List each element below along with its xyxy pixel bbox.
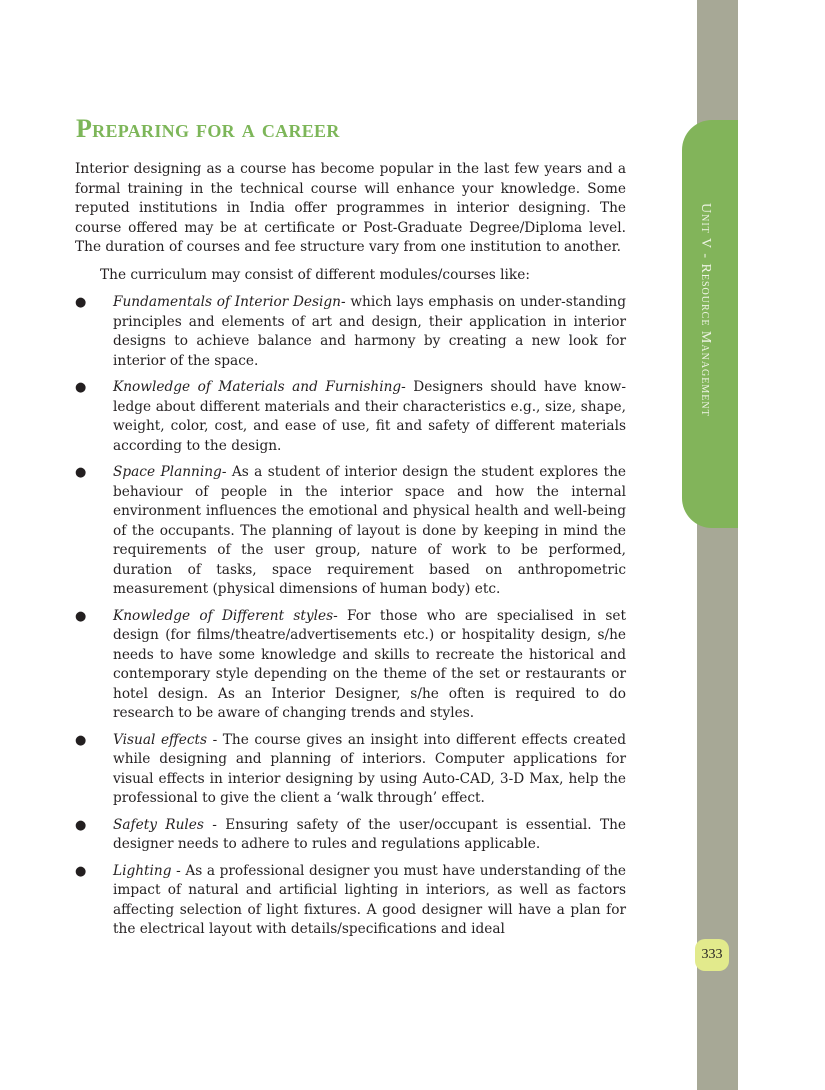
module-description: - Designers should have know-ledge about different materials and their characteristics e.g., size, shape, weight, color, cost, and ease of use, fit and safety of different materials according to the design. bbox=[113, 379, 626, 454]
bullet-icon: ● bbox=[75, 863, 87, 879]
body-text bbox=[75, 160, 626, 947]
curriculum-intro: The curriculum may consist of different modules/courses like: bbox=[100, 266, 530, 283]
module-term: Fundamentals of Interior Design- bbox=[113, 294, 346, 310]
module-term: Visual effects bbox=[113, 731, 208, 748]
module-description: - The course gives an insight into different effects created while designing and planning of interiors. Computer applications for visual effects in interior designing by using Auto-CAD, 3-D Max, help the professional to give the client a ‘walk through’ effect. bbox=[113, 731, 626, 806]
module-item bbox=[75, 293, 626, 371]
module-term: Safety Rules bbox=[113, 816, 204, 833]
bullet-icon: ● bbox=[75, 380, 87, 395]
module-item bbox=[75, 607, 626, 724]
bullet-icon: ● bbox=[75, 295, 87, 310]
module-list bbox=[75, 293, 626, 940]
module-term: Lighting bbox=[113, 862, 172, 879]
module-description: - For those who are specialised in set design (for films/theatre/advertisements etc.) or hospitality design, s/he needs to have some knowledge and skills to recreate the historical and contemporary style depending on the theme of the set or restaurants or hotel design. As an Interior Designer, s/he often is required to do research to be aware of changing trends and styles. bbox=[113, 607, 627, 721]
module-item bbox=[75, 731, 626, 809]
module-item bbox=[75, 378, 626, 456]
section-title: Preparing for a career bbox=[76, 114, 340, 143]
module-item bbox=[75, 862, 626, 940]
unit-label: Unit V - Resource Management bbox=[698, 203, 713, 417]
bullet-icon: ● bbox=[75, 817, 87, 833]
module-description: - As a professional designer you must have understanding of the impact of natural and artificial lighting in interiors, as well as factors affecting selection of light fixtures. A good designer will have a plan for the electrical layout with details/specifications and ideal bbox=[113, 862, 626, 937]
module-term: Space Planning bbox=[113, 464, 222, 480]
module-description: which lays emphasis on under-standing principles and elements of art and design, their application in interior designs to achieve balance and harmony by creating a new look for interior of the space. bbox=[113, 294, 626, 369]
bullet-icon: ● bbox=[75, 465, 87, 480]
bullet-icon: ● bbox=[75, 732, 87, 748]
module-description: - Ensuring safety of the user/occupant is essential. The designer needs to adhere to rules and regulations applicable. bbox=[113, 816, 626, 852]
module-term: Knowledge of Materials and Furnishing bbox=[113, 379, 402, 395]
module-description: - As a student of interior design the student explores the behaviour of people in the interior space and how the internal environment influences the emotional and physical health and well-being of the occupants. The planning of layout is done by keeping in mind the requirements of the user group, nature of work to be performed, duration of tasks, space requirement based on anthropometric measurement (physical dimensions of human body) etc. bbox=[113, 464, 626, 597]
page-number: 333 bbox=[695, 939, 729, 971]
intro-paragraph: Interior designing as a course has become popular in the last few years and a formal training in the technical course will enhance your knowledge. Some reputed institutions in India offer programmes in interior designing. The course offered may be at certificate or Post-Graduate Degree/Diploma level. The duration of courses and fee structure vary from one institution to another. bbox=[75, 161, 626, 255]
module-term: Knowledge of Different styles bbox=[113, 607, 334, 624]
bullet-icon: ● bbox=[75, 608, 87, 624]
module-item bbox=[75, 463, 626, 600]
module-item bbox=[75, 816, 626, 855]
